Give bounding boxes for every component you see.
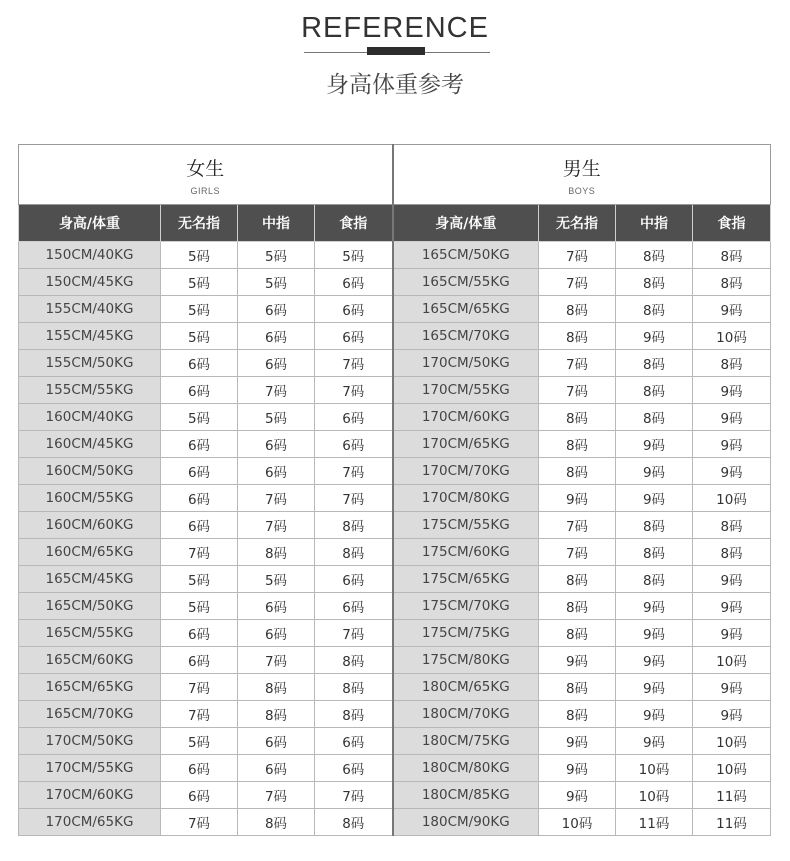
boys-middle-finger-size-cell: 8码 xyxy=(616,539,693,566)
boys-height-weight-cell: 175CM/75KG xyxy=(393,620,539,647)
boys-index-finger-size-cell: 9码 xyxy=(693,458,771,485)
boys-height-weight-cell: 180CM/70KG xyxy=(393,701,539,728)
girls-ring-finger-size-cell: 7码 xyxy=(161,674,238,701)
girls-height-weight-cell: 155CM/55KG xyxy=(19,377,161,404)
girls-height-weight-cell: 165CM/45KG xyxy=(19,566,161,593)
girls-middle-finger-size-cell: 7码 xyxy=(238,647,315,674)
girls-height-weight-cell: 160CM/55KG xyxy=(19,485,161,512)
girls-ring-finger-size-cell: 5码 xyxy=(161,323,238,350)
girls-height-weight-cell: 160CM/50KG xyxy=(19,458,161,485)
girls-ring-finger-size-cell: 5码 xyxy=(161,296,238,323)
girls-index-finger-size-cell: 6码 xyxy=(315,269,393,296)
boys-ring-finger-size-cell: 8码 xyxy=(539,701,616,728)
table-row xyxy=(19,647,771,674)
boys-index-finger-size-cell: 9码 xyxy=(693,620,771,647)
table-row xyxy=(19,296,771,323)
table-row xyxy=(19,566,771,593)
girls-index-finger-size-cell: 6码 xyxy=(315,593,393,620)
size-reference-table xyxy=(18,144,771,836)
girls-height-weight-cell: 170CM/55KG xyxy=(19,755,161,782)
boys-height-weight-cell: 180CM/80KG xyxy=(393,755,539,782)
girls-height-weight-cell: 150CM/40KG xyxy=(19,242,161,269)
girls-index-finger-size-cell: 6码 xyxy=(315,566,393,593)
boys-index-finger-size-cell: 10码 xyxy=(693,647,771,674)
girls-ring-finger-size-cell: 6码 xyxy=(161,512,238,539)
girls-index-finger-size-cell: 6码 xyxy=(315,728,393,755)
girls-ring-finger-size-cell: 5码 xyxy=(161,404,238,431)
boys-ring-finger-size-cell: 8码 xyxy=(539,323,616,350)
girls-middle-finger-size-cell: 6码 xyxy=(238,350,315,377)
title-accent-bar xyxy=(367,47,425,55)
girls-middle-finger-size-cell: 8码 xyxy=(238,701,315,728)
girls-index-finger-size-cell: 7码 xyxy=(315,350,393,377)
table-row xyxy=(19,755,771,782)
boys-height-weight-cell: 175CM/55KG xyxy=(393,512,539,539)
boys-index-finger-size-cell: 8码 xyxy=(693,269,771,296)
boys-index-finger-size-cell: 11码 xyxy=(693,782,771,809)
boys-middle-finger-size-cell: 9码 xyxy=(616,458,693,485)
boys-height-weight-cell: 170CM/60KG xyxy=(393,404,539,431)
boys-index-finger-size-cell: 8码 xyxy=(693,242,771,269)
girls-middle-finger-size-cell: 5码 xyxy=(238,404,315,431)
girls-ring-finger-size-cell: 5码 xyxy=(161,593,238,620)
boys-height-weight-cell: 170CM/55KG xyxy=(393,377,539,404)
girls-middle-finger-size-cell: 8码 xyxy=(238,674,315,701)
boys-index-finger-size-cell: 10码 xyxy=(693,323,771,350)
boys-height-weight-cell: 165CM/70KG xyxy=(393,323,539,350)
boys-height-weight-cell: 175CM/70KG xyxy=(393,593,539,620)
table-row xyxy=(19,782,771,809)
boys-index-finger-size-cell: 8码 xyxy=(693,350,771,377)
girls-index-finger-size-cell: 7码 xyxy=(315,377,393,404)
table-row xyxy=(19,377,771,404)
boys-middle-finger-size-cell: 9码 xyxy=(616,323,693,350)
col-header-index-finger: 食指 xyxy=(693,205,771,242)
boys-height-weight-cell: 170CM/65KG xyxy=(393,431,539,458)
boys-middle-finger-size-cell: 8码 xyxy=(616,242,693,269)
girls-index-finger-size-cell: 8码 xyxy=(315,674,393,701)
boys-ring-finger-size-cell: 8码 xyxy=(539,674,616,701)
col-header-middle-finger: 中指 xyxy=(616,205,693,242)
boys-height-weight-cell: 180CM/90KG xyxy=(393,809,539,836)
boys-middle-finger-size-cell: 8码 xyxy=(616,296,693,323)
boys-ring-finger-size-cell: 9码 xyxy=(539,728,616,755)
boys-index-finger-size-cell: 9码 xyxy=(693,566,771,593)
girls-index-finger-size-cell: 8码 xyxy=(315,809,393,836)
boys-ring-finger-size-cell: 8码 xyxy=(539,458,616,485)
table-row xyxy=(19,620,771,647)
boys-ring-finger-size-cell: 7码 xyxy=(539,269,616,296)
boys-ring-finger-size-cell: 7码 xyxy=(539,539,616,566)
girls-index-finger-size-cell: 6码 xyxy=(315,404,393,431)
girls-index-finger-size-cell: 7码 xyxy=(315,620,393,647)
boys-middle-finger-size-cell: 9码 xyxy=(616,485,693,512)
girls-ring-finger-size-cell: 6码 xyxy=(161,782,238,809)
girls-index-finger-size-cell: 5码 xyxy=(315,242,393,269)
boys-ring-finger-size-cell: 9码 xyxy=(539,647,616,674)
girls-middle-finger-size-cell: 6码 xyxy=(238,620,315,647)
girls-ring-finger-size-cell: 6码 xyxy=(161,431,238,458)
girls-middle-finger-size-cell: 7码 xyxy=(238,782,315,809)
table-row xyxy=(19,269,771,296)
boys-height-weight-cell: 170CM/80KG xyxy=(393,485,539,512)
boys-title: 男生 xyxy=(562,157,601,180)
boys-ring-finger-size-cell: 7码 xyxy=(539,242,616,269)
boys-middle-finger-size-cell: 8码 xyxy=(616,350,693,377)
group-header-row xyxy=(19,145,771,205)
girls-index-finger-size-cell: 7码 xyxy=(315,782,393,809)
boys-ring-finger-size-cell: 7码 xyxy=(539,350,616,377)
girls-middle-finger-size-cell: 6码 xyxy=(238,296,315,323)
boys-index-finger-size-cell: 10码 xyxy=(693,755,771,782)
table-row xyxy=(19,728,771,755)
girls-ring-finger-size-cell: 7码 xyxy=(161,809,238,836)
boys-middle-finger-size-cell: 8码 xyxy=(616,404,693,431)
boys-index-finger-size-cell: 9码 xyxy=(693,593,771,620)
girls-height-weight-cell: 150CM/45KG xyxy=(19,269,161,296)
boys-ring-finger-size-cell: 9码 xyxy=(539,485,616,512)
col-header-index-finger: 食指 xyxy=(315,205,393,242)
column-header-row xyxy=(19,205,771,242)
boys-middle-finger-size-cell: 9码 xyxy=(616,647,693,674)
girls-ring-finger-size-cell: 6码 xyxy=(161,755,238,782)
boys-index-finger-size-cell: 9码 xyxy=(693,431,771,458)
boys-index-finger-size-cell: 9码 xyxy=(693,701,771,728)
girls-middle-finger-size-cell: 6码 xyxy=(238,458,315,485)
girls-index-finger-size-cell: 8码 xyxy=(315,512,393,539)
boys-height-weight-cell: 165CM/65KG xyxy=(393,296,539,323)
girls-height-weight-cell: 165CM/50KG xyxy=(19,593,161,620)
boys-height-weight-cell: 170CM/70KG xyxy=(393,458,539,485)
boys-middle-finger-size-cell: 8码 xyxy=(616,377,693,404)
girls-middle-finger-size-cell: 5码 xyxy=(238,566,315,593)
table-row xyxy=(19,323,771,350)
girls-index-finger-size-cell: 6码 xyxy=(315,755,393,782)
boys-height-weight-cell: 165CM/55KG xyxy=(393,269,539,296)
girls-group-header xyxy=(19,145,393,205)
girls-index-finger-size-cell: 7码 xyxy=(315,458,393,485)
boys-middle-finger-size-cell: 9码 xyxy=(616,431,693,458)
girls-ring-finger-size-cell: 5码 xyxy=(161,242,238,269)
girls-height-weight-cell: 165CM/65KG xyxy=(19,674,161,701)
boys-ring-finger-size-cell: 8码 xyxy=(539,404,616,431)
boys-height-weight-cell: 175CM/60KG xyxy=(393,539,539,566)
boys-index-finger-size-cell: 11码 xyxy=(693,809,771,836)
girls-height-weight-cell: 165CM/60KG xyxy=(19,647,161,674)
boys-height-weight-cell: 180CM/65KG xyxy=(393,674,539,701)
girls-middle-finger-size-cell: 6码 xyxy=(238,431,315,458)
girls-index-finger-size-cell: 6码 xyxy=(315,431,393,458)
girls-height-weight-cell: 155CM/45KG xyxy=(19,323,161,350)
girls-index-finger-size-cell: 8码 xyxy=(315,539,393,566)
boys-ring-finger-size-cell: 7码 xyxy=(539,377,616,404)
girls-middle-finger-size-cell: 7码 xyxy=(238,485,315,512)
girls-height-weight-cell: 170CM/65KG xyxy=(19,809,161,836)
boys-ring-finger-size-cell: 8码 xyxy=(539,620,616,647)
girls-middle-finger-size-cell: 8码 xyxy=(238,539,315,566)
boys-ring-finger-size-cell: 8码 xyxy=(539,431,616,458)
col-header-ring-finger: 无名指 xyxy=(161,205,238,242)
girls-height-weight-cell: 165CM/55KG xyxy=(19,620,161,647)
page-subtitle: 身高体重参考 xyxy=(326,72,464,98)
boys-ring-finger-size-cell: 8码 xyxy=(539,566,616,593)
boys-middle-finger-size-cell: 10码 xyxy=(616,755,693,782)
girls-middle-finger-size-cell: 6码 xyxy=(238,593,315,620)
girls-index-finger-size-cell: 7码 xyxy=(315,485,393,512)
boys-middle-finger-size-cell: 11码 xyxy=(616,809,693,836)
boys-index-finger-size-cell: 9码 xyxy=(693,674,771,701)
boys-index-finger-size-cell: 9码 xyxy=(693,296,771,323)
girls-middle-finger-size-cell: 8码 xyxy=(238,809,315,836)
boys-index-finger-size-cell: 9码 xyxy=(693,377,771,404)
boys-middle-finger-size-cell: 8码 xyxy=(616,269,693,296)
table-row xyxy=(19,404,771,431)
girls-ring-finger-size-cell: 6码 xyxy=(161,647,238,674)
girls-middle-finger-size-cell: 6码 xyxy=(238,323,315,350)
boys-height-weight-cell: 170CM/50KG xyxy=(393,350,539,377)
girls-title: 女生 xyxy=(186,157,225,180)
boys-index-finger-size-cell: 9码 xyxy=(693,404,771,431)
col-header-height-weight: 身高/体重 xyxy=(19,205,161,242)
girls-middle-finger-size-cell: 5码 xyxy=(238,269,315,296)
girls-height-weight-cell: 165CM/70KG xyxy=(19,701,161,728)
girls-index-finger-size-cell: 8码 xyxy=(315,701,393,728)
col-header-ring-finger: 无名指 xyxy=(539,205,616,242)
table-row xyxy=(19,458,771,485)
table-row xyxy=(19,512,771,539)
girls-height-weight-cell: 155CM/40KG xyxy=(19,296,161,323)
girls-height-weight-cell: 160CM/40KG xyxy=(19,404,161,431)
boys-ring-finger-size-cell: 9码 xyxy=(539,755,616,782)
girls-index-finger-size-cell: 8码 xyxy=(315,647,393,674)
boys-ring-finger-size-cell: 9码 xyxy=(539,782,616,809)
boys-middle-finger-size-cell: 9码 xyxy=(616,593,693,620)
boys-middle-finger-size-cell: 9码 xyxy=(616,674,693,701)
table-row xyxy=(19,593,771,620)
girls-middle-finger-size-cell: 5码 xyxy=(238,242,315,269)
girls-ring-finger-size-cell: 6码 xyxy=(161,485,238,512)
boys-middle-finger-size-cell: 8码 xyxy=(616,566,693,593)
boys-index-finger-size-cell: 8码 xyxy=(693,512,771,539)
table-row xyxy=(19,701,771,728)
boys-height-weight-cell: 180CM/75KG xyxy=(393,728,539,755)
girls-ring-finger-size-cell: 5码 xyxy=(161,728,238,755)
page-title: REFERENCE xyxy=(301,12,489,44)
table-row xyxy=(19,242,771,269)
boys-height-weight-cell: 175CM/65KG xyxy=(393,566,539,593)
girls-index-finger-size-cell: 6码 xyxy=(315,296,393,323)
boys-height-weight-cell: 165CM/50KG xyxy=(393,242,539,269)
col-header-height-weight: 身高/体重 xyxy=(393,205,539,242)
table-row xyxy=(19,809,771,836)
table-row xyxy=(19,431,771,458)
girls-middle-finger-size-cell: 7码 xyxy=(238,377,315,404)
boys-subtitle: BOYS xyxy=(568,185,596,196)
col-header-middle-finger: 中指 xyxy=(238,205,315,242)
girls-middle-finger-size-cell: 6码 xyxy=(238,728,315,755)
boys-middle-finger-size-cell: 8码 xyxy=(616,512,693,539)
boys-middle-finger-size-cell: 9码 xyxy=(616,701,693,728)
boys-index-finger-size-cell: 8码 xyxy=(693,539,771,566)
girls-height-weight-cell: 155CM/50KG xyxy=(19,350,161,377)
girls-height-weight-cell: 160CM/45KG xyxy=(19,431,161,458)
boys-ring-finger-size-cell: 7码 xyxy=(539,512,616,539)
girls-ring-finger-size-cell: 7码 xyxy=(161,539,238,566)
boys-middle-finger-size-cell: 9码 xyxy=(616,728,693,755)
boys-middle-finger-size-cell: 10码 xyxy=(616,782,693,809)
boys-group-header xyxy=(393,145,771,205)
girls-subtitle: GIRLS xyxy=(190,185,221,196)
boys-ring-finger-size-cell: 8码 xyxy=(539,296,616,323)
girls-ring-finger-size-cell: 6码 xyxy=(161,350,238,377)
girls-height-weight-cell: 160CM/65KG xyxy=(19,539,161,566)
table-row xyxy=(19,674,771,701)
table-row xyxy=(19,485,771,512)
girls-ring-finger-size-cell: 5码 xyxy=(161,566,238,593)
page-header xyxy=(0,0,790,110)
table-row xyxy=(19,350,771,377)
girls-ring-finger-size-cell: 5码 xyxy=(161,269,238,296)
girls-ring-finger-size-cell: 6码 xyxy=(161,620,238,647)
boys-ring-finger-size-cell: 8码 xyxy=(539,593,616,620)
girls-height-weight-cell: 170CM/60KG xyxy=(19,782,161,809)
girls-index-finger-size-cell: 6码 xyxy=(315,323,393,350)
boys-index-finger-size-cell: 10码 xyxy=(693,728,771,755)
girls-height-weight-cell: 160CM/60KG xyxy=(19,512,161,539)
girls-height-weight-cell: 170CM/50KG xyxy=(19,728,161,755)
girls-ring-finger-size-cell: 7码 xyxy=(161,701,238,728)
boys-index-finger-size-cell: 10码 xyxy=(693,485,771,512)
boys-height-weight-cell: 175CM/80KG xyxy=(393,647,539,674)
girls-ring-finger-size-cell: 6码 xyxy=(161,458,238,485)
girls-middle-finger-size-cell: 7码 xyxy=(238,512,315,539)
girls-middle-finger-size-cell: 6码 xyxy=(238,755,315,782)
girls-ring-finger-size-cell: 6码 xyxy=(161,377,238,404)
boys-height-weight-cell: 180CM/85KG xyxy=(393,782,539,809)
boys-ring-finger-size-cell: 10码 xyxy=(539,809,616,836)
table-row xyxy=(19,539,771,566)
boys-middle-finger-size-cell: 9码 xyxy=(616,620,693,647)
